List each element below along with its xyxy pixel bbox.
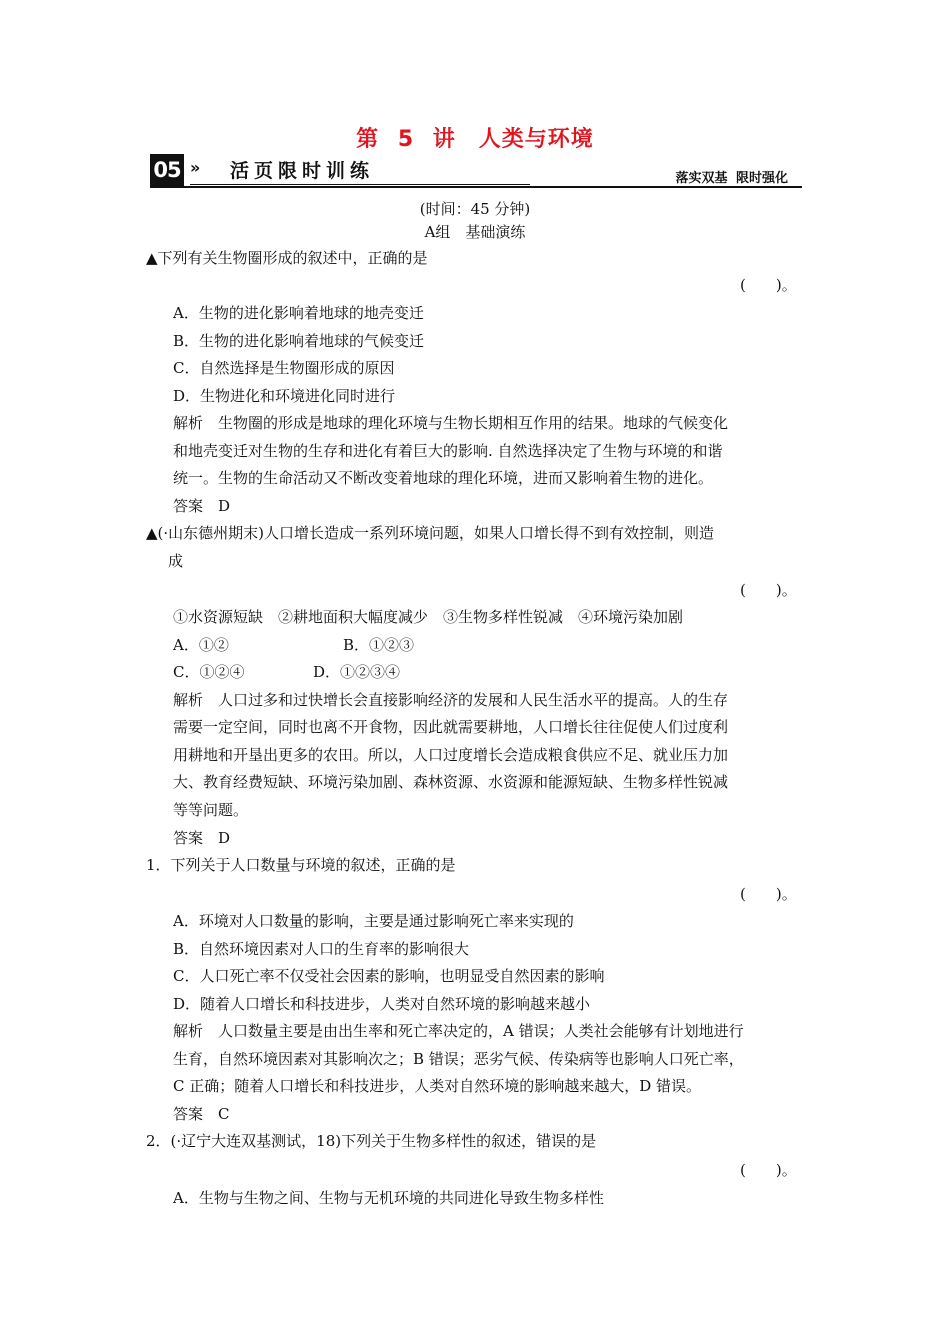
answer-blank: ( )。 [740,276,797,294]
lesson-title: 第 5 讲 人类与环境 [356,127,594,152]
analysis-line: 需要一定空间，同时也离不开食物，因此就需要耕地，人口增长往往促使人们过度利 [173,718,729,736]
option-b: B．生物的进化影响着地球的气候变迁 [173,332,425,350]
option-a: A．生物与生物之间、生物与无机环境的共同进化导致生物多样性 [173,1189,604,1207]
items-list: ①水资源短缺 ②耕地面积大幅度减少 ③生物多样性锐减 ④环境污染加剧 [173,608,684,626]
banner-rule-thin [190,184,530,185]
option-d: D．生物进化和环境进化同时进行 [173,387,396,405]
option-d: D．①②③④ [313,663,401,681]
analysis-line: 解析 生物圈的形成是地球的理化环境与生物长期相互作用的结果。地球的气候变化 [173,414,729,432]
analysis-line: 和地壳变迁对生物的生存和进化有着巨大的影响. 自然选择决定了生物与环境的和谐 [173,442,723,460]
answer-blank: ( )。 [740,1161,797,1179]
question-stem: 2．(·辽宁大连双基测试，18)下列关于生物多样性的叙述，错误的是 [146,1132,597,1150]
option-c: C．人口死亡率不仅受社会因素的影响，也明显受自然因素的影响 [173,967,605,985]
section-title: 活页限时训练 [230,160,375,182]
analysis-line: 解析 人口过多和过快增长会直接影响经济的发展和人民生活水平的提高。人的生存 [173,691,729,709]
answer-line: 答案 D [173,497,231,515]
question-stem-cont: 成 [168,552,184,570]
section-motto: 落实双基 限时强化 [675,171,788,186]
analysis-line: 统一。生物的生命活动又不断改变着地球的理化环境，进而又影响着生物的进化。 [173,469,714,487]
option-d: D．随着人口增长和科技进步，人类对自然环境的影响越来越小 [173,995,591,1013]
option-a: A．生物的进化影响着地球的地壳变迁 [173,304,424,322]
banner-rule [150,186,802,188]
analysis-line: 生育，自然环境因素对其影响次之；B 错误；恶劣气候、传染病等也影响人口死亡率， [173,1050,744,1068]
section-number-badge: 05 [150,154,184,186]
answer-blank: ( )。 [740,885,797,903]
option-a: A．环境对人口数量的影响，主要是通过影响死亡率来实现的 [173,912,574,930]
option-b: B．①②③ [343,636,415,654]
question-stem: ▲下列有关生物圈形成的叙述中，正确的是 [146,249,428,267]
time-note: (时间：45 分钟) [419,200,531,218]
analysis-line: 解析 人口数量主要是由出生率和死亡率决定的，A 错误；人类社会能够有计划地进行 [173,1022,744,1040]
answer-line: 答案 C [173,1105,230,1123]
option-b: B．自然环境因素对人口的生育率的影响很大 [173,940,470,958]
option-c: C．自然选择是生物圈形成的原因 [173,359,395,377]
chevron-icon: » [190,158,201,177]
question-stem: 1．下列关于人口数量与环境的叙述，正确的是 [146,856,456,874]
question-stem: ▲(·山东德州期末)人口增长造成一系列环境问题，如果人口增长得不到有效控制，则造 [146,524,715,542]
analysis-line: 等等问题。 [173,801,249,819]
group-title: A组 基础演练 [424,223,526,241]
answer-line: 答案 D [173,829,231,847]
analysis-line: 大、教育经费短缺、环境污染加剧、森林资源、水资源和能源短缺、生物多样性锐减 [173,773,729,791]
analysis-line: C 正确；随着人口增长和科技进步，人类对自然环境的影响越来越大，D 错误。 [173,1077,702,1095]
option-a: A．①② [173,636,229,654]
option-c: C．①②④ [173,663,245,681]
answer-blank: ( )。 [740,581,797,599]
section-banner [150,152,802,188]
analysis-line: 用耕地和开垦出更多的农田。所以，人口过度增长会造成粮食供应不足、就业压力加 [173,746,729,764]
